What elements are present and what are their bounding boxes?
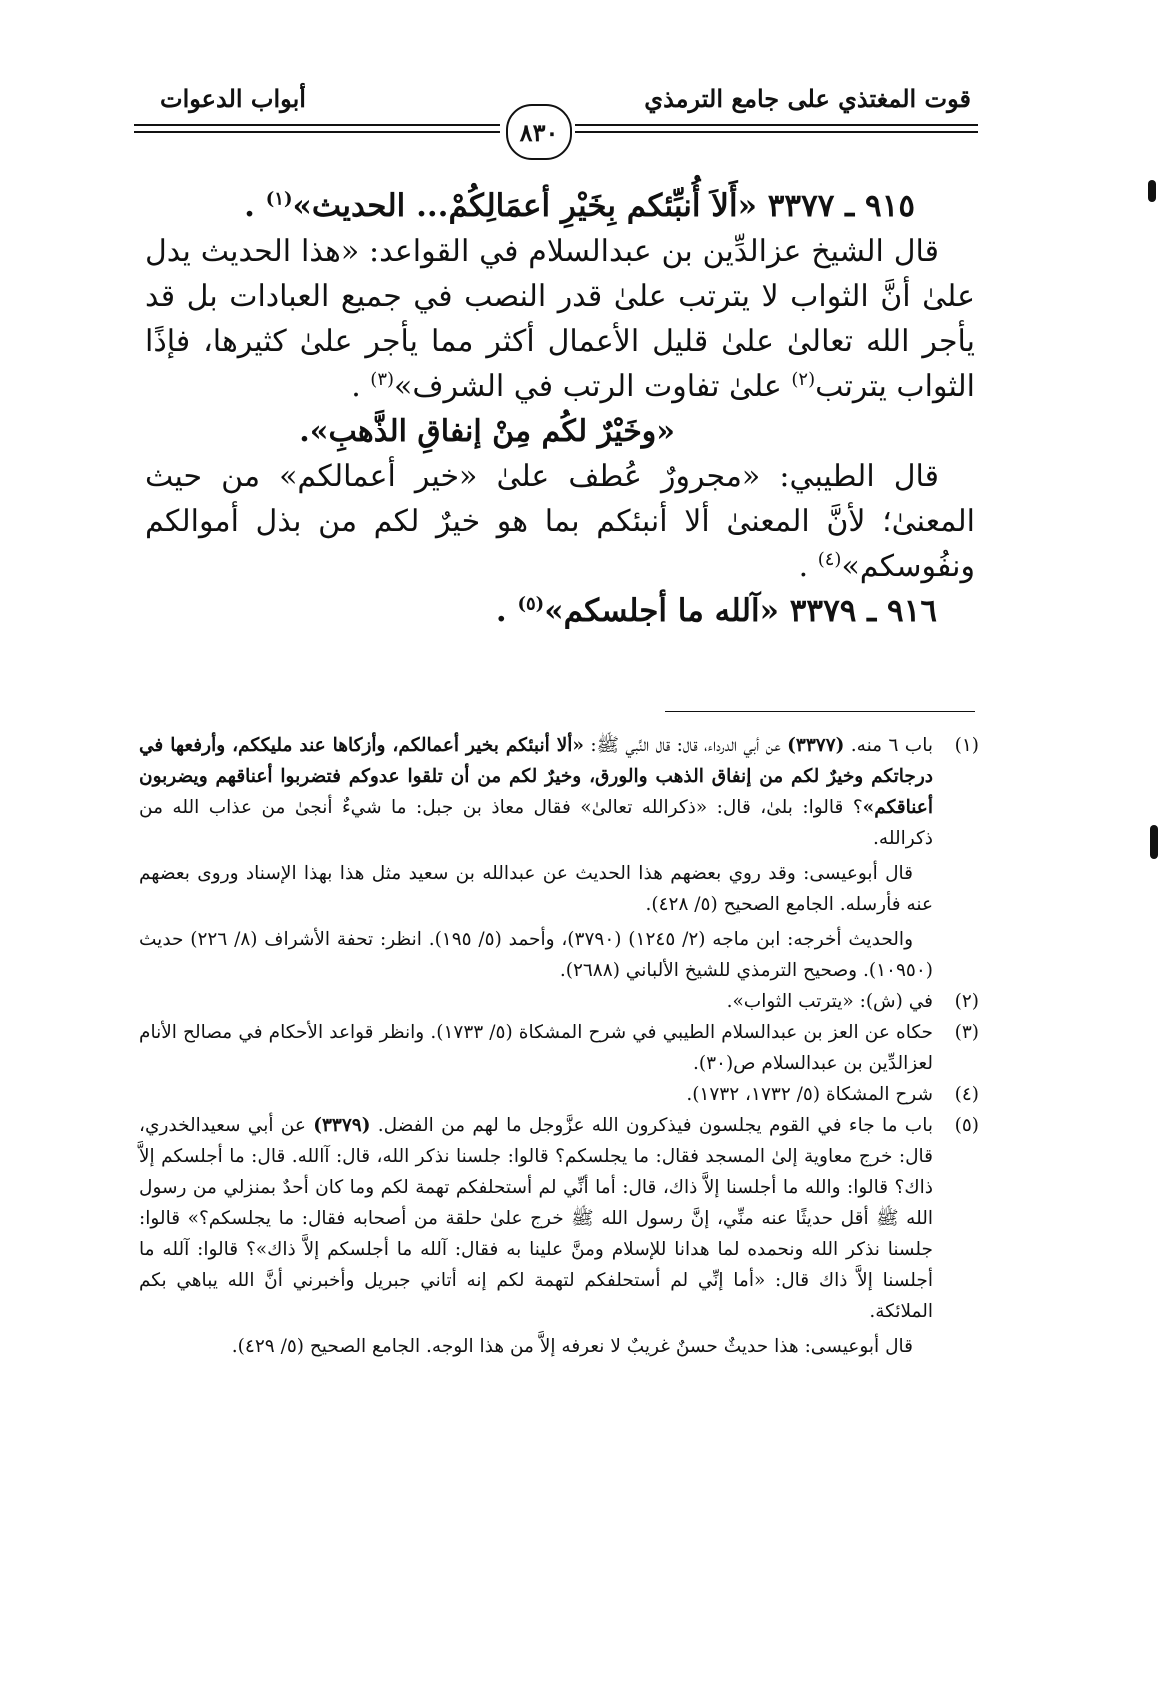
footnote-4 bbox=[139, 1079, 979, 1110]
quoted-phrase: «وخَيْرٌ لكُم مِنْ إنفاقِ الذَّهبِ». bbox=[299, 414, 675, 449]
paragraph-text-b: علىٰ تفاوت الرتب في الشرف» bbox=[394, 369, 792, 404]
footnote-ref-5: (٥) bbox=[517, 593, 545, 615]
page-number-badge bbox=[506, 104, 572, 160]
heading-text: ٩١٦ ـ ٣٣٧٩ «آلله ما أجلسكم» bbox=[544, 593, 937, 629]
footnote-number: (٣) bbox=[954, 1022, 979, 1043]
paragraph-tibi: قال الطيبي: «مجرورٌ عُطف علىٰ «خير أعمالكم» من حيث المعنىٰ؛ لأنَّ المعنىٰ ألا أنبئكم بما هو خيرٌ لكم من بذل أموالكم ونفُوسكم»$^{(٤)}$ . bbox=[145, 459, 975, 584]
footnote-text: باب ما جاء في القوم يجلسون فيذكرون الله عزَّوجل ما لهم من الفضل. bbox=[370, 1115, 933, 1136]
footnote-2 bbox=[139, 986, 979, 1017]
footnote-ref-3: (٣) bbox=[370, 369, 395, 390]
paragraph-text-a: قال الشيخ عزالدِّين بن عبدالسلام في القواعد: «هذا الحديث يدل علىٰ أنَّ الثواب لا يترتب علىٰ قدر النصب في جميع العبادات بل قد يأجر الله تعالىٰ علىٰ قليل الأعمال أكثر مما يأجر علىٰ كثيرها، فإذًا الثواب يترتب bbox=[145, 234, 975, 404]
paragraph-text: قال الطيبي: «مجرورٌ عُطف علىٰ «خير أعمالكم» من حيث المعنىٰ؛ لأنَّ المعنىٰ ألا أنبئكم بما هو خيرٌ لكم من بذل أموالكم ونفُوسكم» bbox=[145, 459, 975, 584]
footnote-number: (٥) bbox=[954, 1115, 979, 1136]
footnote-1 bbox=[139, 730, 979, 986]
scan-edge-mark-bottom bbox=[1150, 825, 1158, 859]
footnote-paragraph: والحديث أخرجه: ابن ماجه (٢/ ١٢٤٥) (٣٧٩٠)، وأحمد (٥/ ١٩٥). انظر: تحفة الأشراف (٨/ ٢٢٦) حديث (١٠٩٥٠). وصحيح الترمذي للشيخ الألباني (٢٦٨٨). bbox=[139, 929, 933, 981]
scan-edge-mark-top bbox=[1148, 180, 1156, 202]
main-text bbox=[145, 184, 975, 634]
hadith-heading-916: ٩١٦ ـ ٣٣٧٩ «آلله ما أجلسكم»$^{(٥)}$ . bbox=[495, 593, 937, 629]
header-rule-left-bottom bbox=[134, 131, 500, 133]
page-number: ٨٣٠ bbox=[519, 117, 559, 147]
footnote-paragraph bbox=[139, 1110, 933, 1327]
footnote-text: عن أبي سعيدالخدري، قال: خرج معاوية إلىٰ المسجد فقال: ما يجلسكم؟ قالوا: جلسنا نذكر الله، قال: آالله. قال: ما أجلسكم إلاَّ ذاك؟ قالوا: والله ما أجلسنا إلاَّ ذاك، قال: أما أنِّي لم أستحلفكم تهمة لكم وما كان أحدٌ بمنزلي من رسول الله ﷺ أقل حديثًا عنه منِّي، إنَّ رسول الله ﷺ خرج علىٰ حلقة من أصحابه فقال: ما يجلسكم؟» قالوا: جلسنا نذكر الله ونحمده لما هدانا للإسلام ومنَّ علينا به فقال: آلله ما أجلسكم إلاَّ ذاك»؟ قالوا: آلله ما أجلسنا إلاَّ ذاك قال: «أما إنِّي لم أستحلفكم لتهمة لكم إنه أتاني جبريل وأخبرني أنَّ الله يباهي بكم الملائكة. bbox=[139, 1115, 933, 1322]
footnote-ref-4: (٤) bbox=[817, 549, 842, 570]
footnote-text: ؟ قالوا: بلىٰ، قال: «ذكرالله تعالىٰ» فقال معاذ بن جبل: ما شيءٌ أنجىٰ من عذاب الله من ذكرالله. bbox=[139, 797, 933, 849]
footnote-3 bbox=[139, 1017, 979, 1079]
header-rule-right-top bbox=[575, 124, 978, 126]
footnotes bbox=[139, 730, 979, 1362]
footnote-paragraph: قال أبوعيسى: وقد روي بعضهم هذا الحديث عن عبدالله بن سعيد مثل هذا بهذا الإسناد وروى بعضهم عنه فأرسله. الجامع الصحيح (٥/ ٤٢٨). bbox=[139, 863, 933, 915]
heading-text: ٩١٥ ـ ٣٣٧٧ «أَلاَ أُنبِّئكم بِخَيْرِ أعمَالِكُمْ... الحديث» bbox=[292, 188, 915, 224]
footnote-paragraph: قال أبوعيسى: هذا حديثٌ حسنٌ غريبٌ لا نعرفه إلاَّ من هذا الوجه. الجامع الصحيح (٥/ ٤٢٩). bbox=[231, 1336, 913, 1357]
footnote-5 bbox=[139, 1110, 979, 1362]
paragraph-ibn-abdissalam: قال الشيخ عزالدِّين بن عبدالسلام في القواعد: «هذا الحديث يدل علىٰ أنَّ الثواب لا يترتب علىٰ قدر النصب في جميع العبادات بل قد يأجر الله تعالىٰ علىٰ قليل الأعمال أكثر مما يأجر علىٰ كثيرها، فإذًا الثواب يترتب$^{(٢)}$ علىٰ تفاوت الرتب في الشرف»$^{(٣)}$ . bbox=[145, 234, 975, 404]
footnote-ref-1: (١) bbox=[265, 188, 293, 210]
footnote-text: عن أبي الدرداء، قال: قال النَّبي ﷺ: bbox=[584, 735, 788, 756]
footnote-body bbox=[139, 1110, 933, 1362]
footnote-separator bbox=[665, 711, 975, 712]
hadith-number: (٣٣٧٩) bbox=[313, 1115, 371, 1136]
footnote-number: (٤) bbox=[954, 1084, 979, 1105]
running-header-chapter-title: أبواب الدعوات bbox=[160, 84, 306, 113]
footnote-body: في (ش): «يترتب الثواب». bbox=[726, 991, 933, 1012]
footnote-body: شرح المشكاة (٥/ ١٧٣٢، ١٧٣٢). bbox=[686, 1084, 933, 1105]
footnote-number: (١) bbox=[954, 735, 979, 756]
footnote-body: حكاه عن العز بن عبدالسلام الطيبي في شرح المشكاة (٥/ ١٧٣٣). وانظر قواعد الأحكام في مصالح الأنام لعزالدِّين بن عبدالسلام ص(٣٠). bbox=[139, 1022, 933, 1074]
hadith-number: (٣٣٧٧) bbox=[787, 735, 845, 756]
footnote-number: (٢) bbox=[954, 991, 979, 1012]
hadith-quote: «ألا أنبئكم بخير أعمالكم، وأزكاها عند مليككم، وأرفعها في درجاتكم وخيرٌ لكم من إنفاق الذهب والورق، وخيرٌ لكم من أن تلقوا عدوكم فتضربوا أعناقهم ويضربون أعناقكم» bbox=[139, 735, 933, 818]
hadith-heading-915: ٩١٥ ـ ٣٣٧٧ «أَلاَ أُنبِّئكم بِخَيْرِ أعمَالِكُمْ... الحديث»$^{(١)}$ . bbox=[244, 188, 915, 224]
footnote-ref-2: (٢) bbox=[791, 369, 816, 390]
header-rule-right-bottom bbox=[575, 131, 978, 133]
running-header-book-title: قوت المغتذي على جامع الترمذي bbox=[644, 84, 971, 113]
footnote-paragraph bbox=[139, 730, 933, 854]
header-rule-left-top bbox=[134, 124, 500, 126]
footnote-body bbox=[139, 730, 933, 986]
footnote-text: باب ٦ منه. bbox=[844, 735, 933, 756]
